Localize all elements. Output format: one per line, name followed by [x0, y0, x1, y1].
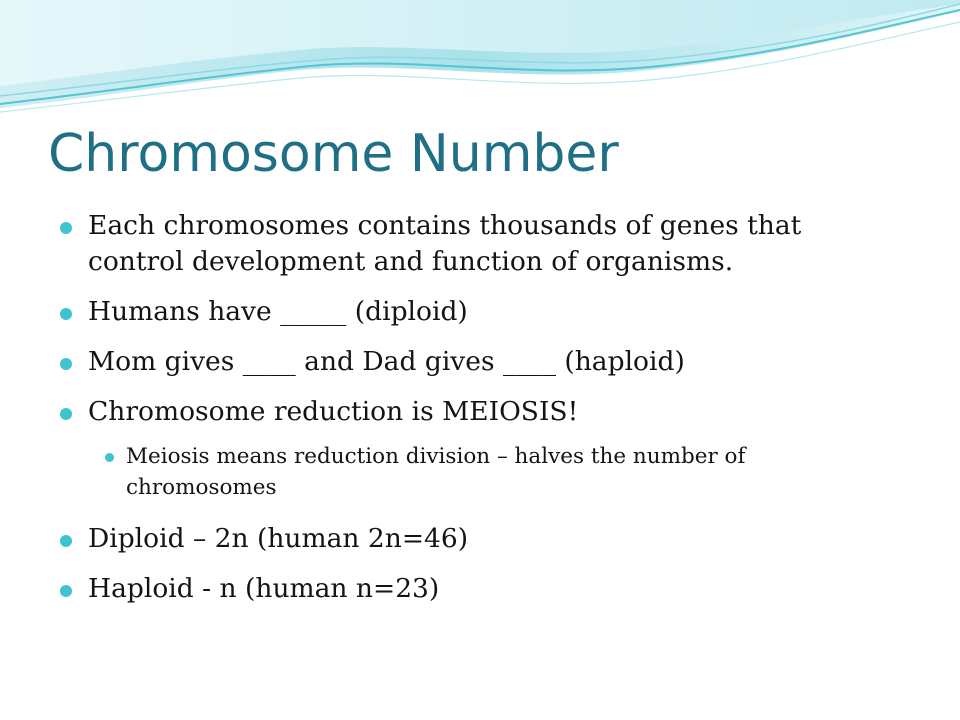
- bullet-text: Haploid - n (human n=23): [88, 573, 440, 604]
- header-wave-decoration: [0, 0, 960, 120]
- sub-bullet-text: Meiosis means reduction division – halves the number of chromosomes: [126, 444, 746, 500]
- bullet-text: Diploid – 2n (human 2n=46): [88, 523, 469, 554]
- bullet-list: [0, 208, 900, 621]
- bullet-text: Each chromosomes contains thousands of genes that control development and function of organisms.: [88, 210, 802, 277]
- bullet-item: [0, 521, 900, 557]
- sub-bullet-item: [0, 441, 900, 503]
- bullet-item: [0, 208, 900, 280]
- bullet-item: [0, 344, 900, 380]
- bullet-dot-icon: [60, 222, 72, 234]
- bullet-dot-icon: [105, 453, 114, 462]
- bullet-text: Chromosome reduction is MEIOSIS!: [88, 396, 579, 427]
- slide-title: Chromosome Number: [48, 124, 619, 184]
- bullet-dot-icon: [60, 408, 72, 420]
- bullet-item: [0, 294, 900, 330]
- bullet-dot-icon: [60, 585, 72, 597]
- bullet-dot-icon: [60, 535, 72, 547]
- bullet-text: Mom gives ____ and Dad gives ____ (haploid): [88, 346, 685, 377]
- bullet-text: Humans have _____ (diploid): [88, 296, 468, 327]
- bullet-item: [0, 394, 900, 430]
- bullet-dot-icon: [60, 308, 72, 320]
- bullet-dot-icon: [60, 358, 72, 370]
- bullet-item: [0, 571, 900, 607]
